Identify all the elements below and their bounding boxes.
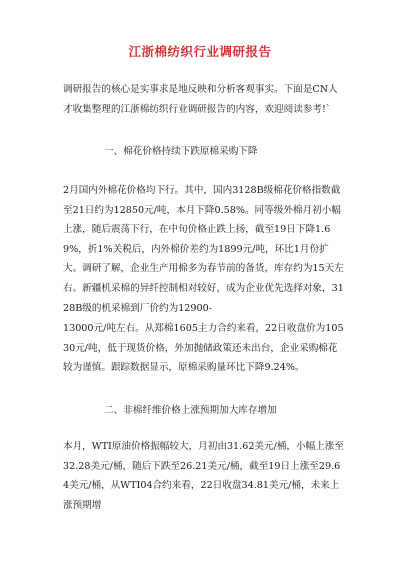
section2-heading: 二、非棉纤维价格上涨预期加大库存增加 [104,405,277,416]
section1-paragraph-continued: 13000元/吨左右。从郑棉1605主力合约来看，22日收盘价为10530元/吨，低于现货价格，外加抛储政策还未出台，企业采购棉花较为谨慎。跟踪数据显示，原棉采购量环比下降9.24%。 [63,323,344,374]
section2-paragraph: 本月，WTI原油价格振幅较大，月初由31.62美元/桶，小幅上涨至32.28美元/桶，随后下跌至26.21美元/桶，截至19日上涨至29.64美元/桶，从WTI04合约来看，22日收盘34.81美元/桶，未来上涨预期增 [63,441,344,511]
section1-paragraph: 2月国内外棉花价格均下行。其中，国内3128B级棉花价格指数截至21日约为12850元/吨，本月下降0.58%。同等级外棉月初小幅上涨，随后震荡下行，在中旬价格止跌上扬，截至19日下降1.69%，折1%关税后，内外棉价差约为1899元/吨，环比1月份扩大。调研了解，企业生产用棉多为春节前的备货，库存约为15天左右。新疆机采棉的异纤控制相对较好，成为企业优先选择对象，3128B级的机采棉到厂价约为12900- [63,185,344,314]
intro-paragraph: 调研报告的核心是实事求是地反映和分析客观事实。下面是CN人才收集整理的江浙棉纺织行业调研报告的内容，欢迎阅读参考!` [63,84,338,115]
section1-heading: 一、棉花价格持续下跌原棉采购下降 [104,146,258,157]
document-title: 江浙棉纺织行业调研报告 [128,44,272,59]
